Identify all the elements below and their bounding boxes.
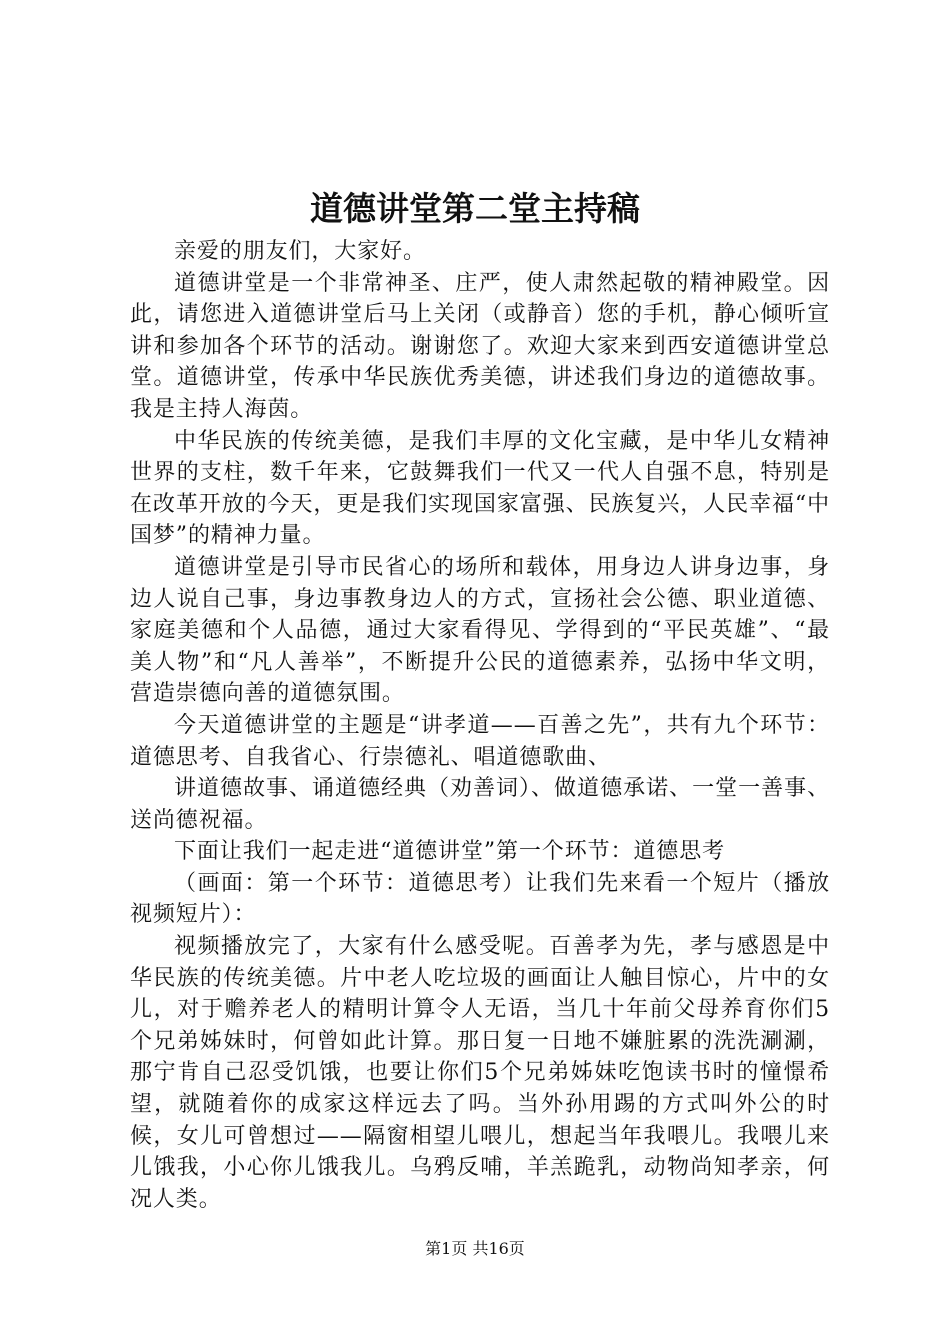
paragraph: 讲道德故事、诵道德经典（劝善词）、做道德承诺、一堂一善事、送尚德祝福。 — [130, 776, 830, 833]
paragraph: 道德讲堂是引导市民省心的场所和载体，用身边人讲身边事，身边人说自己事，身边事教身边人的方式，宣扬社会公德、职业道德、家庭美德和个人品德，通过大家看得见、学得到的“平民英雄”、“最美人物”和“凡人善举”，不断提升公民的道德素养，弘扬中华文明，营造崇德向善的道德氛围。 — [130, 554, 830, 707]
paragraph: 今天道德讲堂的主题是“讲孝道——百善之先”，共有九个环节：道德思考、自我省心、行崇德礼、唱道德歌曲、 — [130, 712, 830, 770]
page-number-footer: 第1页 共16页 — [425, 1239, 525, 1258]
paragraph: 道德讲堂是一个非常神圣、庄严，使人肃然起敬的精神殿堂。因此，请您进入道德讲堂后马上关闭（或静音）您的手机，静心倾听宣讲和参加各个环节的活动。谢谢您了。欢迎大家来到西安道德讲堂总堂。道德讲堂，传承中华民族优秀美德，讲述我们身边的道德故事。我是主持人海茵。 — [130, 270, 830, 422]
paragraph: 下面让我们一起走进“道德讲堂”第一个环节：道德思考 — [174, 839, 725, 865]
document-body — [130, 236, 830, 1215]
paragraph: （画面：第一个环节：道德思考）让我们先来看一个短片（播放视频短片）： — [130, 870, 830, 928]
paragraph: 亲爱的朋友们，大家好。 — [174, 239, 426, 264]
paragraph: 视频播放完了，大家有什么感受呢。百善孝为先，孝与感恩是中华民族的传统美德。片中老人吃垃圾的画面让人触目惊心，片中的女儿，对于赡养老人的精明计算令人无语，当几十年前父母养育你们5个兄弟姊妹时，何曾如此计算。那日复一日地不嫌脏累的洗洗涮涮，那宁肯自己忍受饥饿，也要让你们5个兄弟姊妹吃饱读书时的憧憬希望，就随着你的成家这样远去了吗。当外孙用踢的方式叫外公的时候，女儿可曾想过——隔窗相望儿喂儿，想起当年我喂儿。我喂儿来儿饿我，小心你儿饿我儿。乌鸦反哺，羊羔跪乳，动物尚知孝亲，何况人类。 — [130, 934, 830, 1212]
paragraph: 中华民族的传统美德，是我们丰厚的文化宝藏，是中华儿女精神世界的支柱，数千年来，它鼓舞我们一代又一代人自强不息，特别是在改革开放的今天，更是我们实现国家富强、民族复兴，人民幸福“中国梦”的精神力量。 — [130, 428, 830, 549]
document-title: 道德讲堂第二堂主持稿 — [310, 189, 640, 228]
